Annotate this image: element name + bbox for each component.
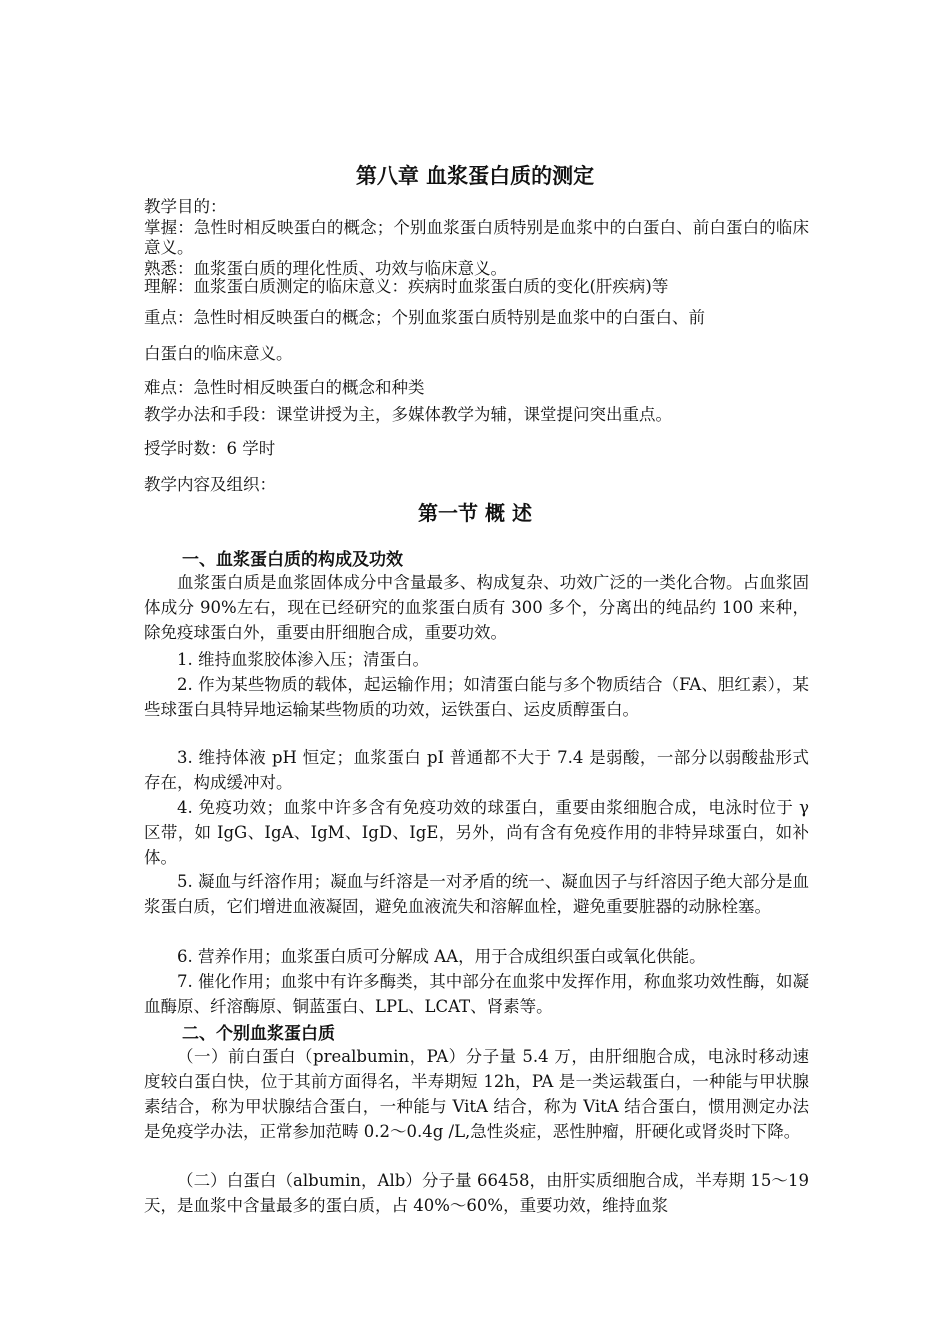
chapter-title: 第八章 血浆蛋白质的测定	[355, 164, 595, 188]
part1-item-5: 5. 凝血与纤溶作用；凝血与纤溶是一对矛盾的统一、凝血因子与纤溶因子绝大部分是血浆蛋白质，它们增进血液凝固，避免血液流失和溶解血栓，避免重要脏器的动脉栓塞。	[144, 872, 809, 916]
objective-master: 掌握：急性时相反映蛋白的概念；个别血浆蛋白质特别是血浆中的白蛋白、前白蛋白的临床意义。	[144, 218, 809, 257]
part1-heading: 一、血浆蛋白质的构成及功效	[182, 550, 403, 570]
section-title: 第一节 概 述	[418, 501, 532, 525]
part1-item-7: 7. 催化作用；血浆中有许多酶类，其中部分在血浆中发挥作用，称血浆功效性酶，如凝血酶原、纤溶酶原、铜蓝蛋白、LPL、LCAT、肾素等。	[144, 972, 809, 1016]
difficult-points: 难点：急性时相反映蛋白的概念和种类	[144, 378, 425, 397]
part2-prealbumin: （一）前白蛋白（prealbumin，PA）分子量 5.4 万，由肝细胞合成，电泳时移动速度较白蛋白快，位于其前方面得名，半寿期短 12h，PA 是一类运载蛋白，一种能与甲状腺素结合，称为甲状腺结合蛋白，一种能与 VitA 结合，称为 VitA 结合蛋白，惯用测定办法是免疫学办法，正常参加范畴 0.2～0.4g /L,急性炎症，恶性肿瘤，肝硬化或肾炎时下降。	[144, 1047, 809, 1141]
part1-item-6: 6. 营养作用；血浆蛋白质可分解成 AA，用于合成组织蛋白或氧化供能。	[177, 947, 706, 966]
teaching-methods: 教学办法和手段：课堂讲授为主，多媒体教学为辅，课堂提问突出重点。	[144, 405, 672, 424]
content-heading: 教学内容及组织：	[144, 475, 276, 494]
part1-item-4: 4. 免疫功效；血浆中许多含有免疫功效的球蛋白，重要由浆细胞合成，电泳时位于 γ 区带，如 IgG、IgA、IgM、IgD、IgE，另外，尚有含有免疫作用的非特异球蛋白，如补体。	[144, 798, 809, 867]
key-points-line-2: 白蛋白的临床意义。	[144, 344, 293, 363]
part2-heading: 二、个别血浆蛋白质	[182, 1024, 335, 1044]
part1-item-2: 2. 作为某些物质的载体，起运输作用；如清蛋白能与多个物质结合（FA、胆红素），某些球蛋白具特异地运输某些物质的功效，运铁蛋白、运皮质醇蛋白。	[144, 675, 809, 719]
part1-item-1: 1. 维持血浆胶体渗入压；清蛋白。	[177, 650, 429, 669]
part1-item-3: 3. 维持体液 pH 恒定；血浆蛋白 pI 普通都不大于 7.4 是弱酸，一部分以弱酸盐形式存在，构成缓冲对。	[144, 748, 809, 792]
objective-familiar: 熟悉：血浆蛋白质的理化性质、功效与临床意义。	[144, 259, 507, 278]
key-points-line-1: 重点：急性时相反映蛋白的概念；个别血浆蛋白质特别是血浆中的白蛋白、前	[144, 308, 705, 327]
part1-intro: 血浆蛋白质是血浆固体成分中含量最多、构成复杂、功效广泛的一类化合物。占血浆固体成分 90%左右，现在已经研究的血浆蛋白质有 300 多个，分离出的纯品约 100 来种，除免疫球蛋白外，重要由肝细胞合成，重要功效。	[144, 573, 809, 642]
part2-albumin: （二）白蛋白（albumin，Alb）分子量 66458，由肝实质细胞合成，半寿期 15～19 天，是血浆中含量最多的蛋白质，占 40%～60%，重要功效，维持血浆	[144, 1171, 809, 1215]
objective-understand: 理解：血浆蛋白质测定的临床意义：疾病时血浆蛋白质的变化(肝疾病)等	[144, 277, 669, 296]
teaching-hours: 授学时数：6 学时	[144, 439, 276, 458]
objectives-heading: 教学目的：	[144, 197, 227, 216]
